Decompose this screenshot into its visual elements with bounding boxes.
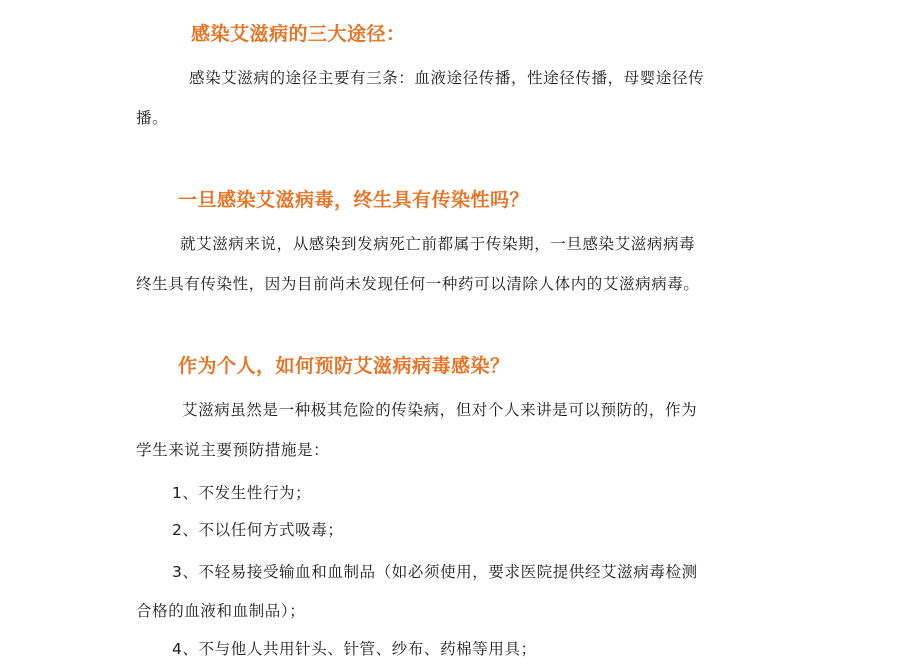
paragraph-line: 就艾滋病来说，从感染到发病死亡前都属于传染期，一旦感染艾滋病病毒 bbox=[180, 235, 696, 253]
section-heading-prevention: 作为个人，如何预防艾滋病病毒感染？ bbox=[178, 355, 510, 377]
list-item bbox=[172, 562, 698, 582]
list-item bbox=[172, 520, 343, 540]
list-item-text: 2、不以任何方式吸毒； bbox=[172, 521, 344, 539]
paragraph-lifelong-infectious-cont bbox=[136, 274, 700, 294]
list-item-text: 3、不轻易接受输血和血制品（如必须使用，要求医院提供经艾滋病毒检测 bbox=[172, 563, 698, 581]
paragraph-prevention-intro bbox=[182, 400, 697, 420]
paragraph-prevention-intro-cont bbox=[136, 440, 329, 460]
paragraph-lifelong-infectious bbox=[180, 234, 695, 254]
section-heading-transmission-routes: 感染艾滋病的三大途径： bbox=[191, 23, 406, 45]
list-item bbox=[172, 639, 537, 659]
paragraph-transmission-routes bbox=[189, 68, 704, 88]
section-heading-lifelong-infectious: 一旦感染艾滋病毒，终生具有传染性吗？ bbox=[178, 189, 530, 211]
list-item bbox=[172, 483, 311, 503]
list-item-text: 4、不与他人共用针头、针管、纱布、药棉等用具； bbox=[172, 640, 537, 658]
paragraph-transmission-routes-cont bbox=[136, 108, 168, 128]
paragraph-line: 艾滋病虽然是一种极其危险的传染病，但对个人来讲是可以预防的，作为 bbox=[182, 401, 698, 419]
list-item-cont bbox=[136, 601, 305, 621]
list-item-text: 合格的血液和血制品）； bbox=[136, 602, 306, 620]
paragraph-line: 学生来说主要预防措施是： bbox=[136, 441, 330, 459]
paragraph-line: 播。 bbox=[136, 109, 169, 127]
paragraph-line: 终生具有传染性，因为目前尚未发现任何一种药可以清除人体内的艾滋病病毒。 bbox=[136, 275, 700, 293]
list-item-text: 1、不发生性行为； bbox=[172, 484, 312, 502]
paragraph-line: 感染艾滋病的途径主要有三条：血液途径传播，性途径传播，母婴途径传 bbox=[189, 69, 705, 87]
